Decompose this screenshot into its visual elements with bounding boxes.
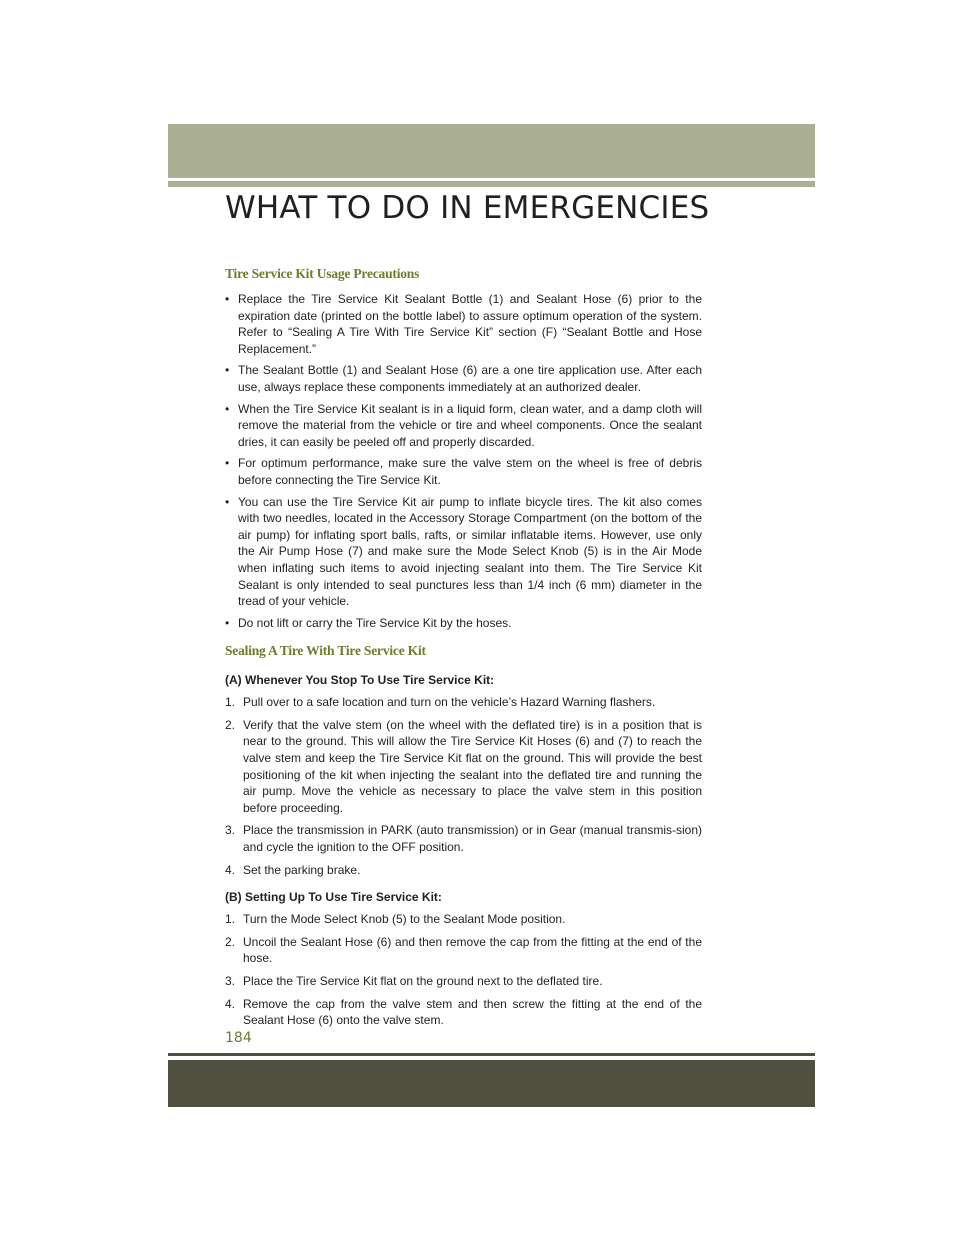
header-band bbox=[168, 124, 815, 178]
steps-list-a bbox=[225, 694, 702, 878]
list-item: • Replace the Tire Service Kit Sealant Bottle (1) and Sealant Hose (6) prior to the expiration date (printed on the bottle label) to assure optimum operation of the system. Refer to “Sealing A Tire With Tire Service Kit” section (F) “Sealant Bottle and Hose Replacement.” bbox=[225, 291, 702, 357]
step-text: Remove the cap from the valve stem and then screw the fitting at the end of the Sealant Hose (6) onto the valve stem. bbox=[243, 996, 702, 1028]
step-number: 2. bbox=[225, 934, 236, 949]
step-number: 2. bbox=[225, 717, 236, 732]
step-text: Verify that the valve stem (on the wheel with the deflated tire) is in a position that is near to the ground. This will allow the Tire Service Kit Hoses (6) and (7) to reach the valve stem and keep the Tire Service Kit flat on the ground. This will provide the best positioning of the kit when injecting the sealant into the deflated tire and running the air pump. Move the vehicle as necessary to place the valve stem in this position before proceeding. bbox=[243, 717, 702, 815]
list-item: • When the Tire Service Kit sealant is in a liquid form, clean water, and a damp cloth will remove the material from the vehicle or tire and wheel components. Once the sealant dries, it can easily be peeled off and properly discarded. bbox=[225, 401, 702, 451]
step-number: 4. bbox=[225, 996, 236, 1011]
list-item: • Do not lift or carry the Tire Service Kit by the hoses. bbox=[225, 615, 702, 632]
list-item bbox=[225, 973, 702, 990]
list-item bbox=[225, 822, 702, 855]
section-heading-precautions: Tire Service Kit Usage Precautions bbox=[225, 266, 420, 281]
step-number: 3. bbox=[225, 823, 236, 838]
step-text: Uncoil the Sealant Hose (6) and then remove the cap from the fitting at the end of the hose. bbox=[243, 934, 702, 966]
list-item bbox=[225, 996, 702, 1029]
step-text: Place the Tire Service Kit flat on the ground next to the deflated tire. bbox=[243, 974, 603, 988]
list-item bbox=[225, 934, 702, 967]
header-rule bbox=[168, 181, 815, 187]
step-text: Pull over to a safe location and turn on the vehicle’s Hazard Warning flashers. bbox=[243, 695, 656, 710]
step-text: Turn the Mode Select Knob (5) to the Sealant Mode position. bbox=[243, 912, 566, 927]
page-number: 184 bbox=[225, 1030, 252, 1046]
section-heading-sealing: Sealing A Tire With Tire Service Kit bbox=[225, 643, 426, 659]
list-item bbox=[225, 694, 702, 711]
subsection-heading-b: (B) Setting Up To Use Tire Service Kit: bbox=[225, 890, 442, 905]
step-text: Set the parking brake. bbox=[243, 862, 361, 877]
step-number: 1. bbox=[225, 912, 236, 927]
list-item: • The Sealant Bottle (1) and Sealant Hose (6) are a one tire application use. After each use, always replace these components immediately at an authorized dealer. bbox=[225, 362, 702, 395]
step-number: 1. bbox=[225, 695, 236, 710]
precautions-list bbox=[225, 291, 702, 631]
step-text: Place the transmission in PARK (auto transmission) or in Gear (manual transmis-sion) and cycle the ignition to the OFF position. bbox=[243, 823, 702, 855]
steps-list-b bbox=[225, 911, 702, 1029]
page-content bbox=[225, 266, 702, 1035]
step-number: 3. bbox=[225, 974, 236, 988]
list-item: • You can use the Tire Service Kit air pump to inflate bicycle tires. The kit also comes with two needles, located in the Accessory Storage Compartment (on the bottom of the air pump) for inflating sport balls, rafts, or similar inflatable items. However, use only the Air Pump Hose (7) and make sure the Mode Select Knob (5) is in the Air Mode when inflating such items to avoid injecting sealant into them. The Tire Service Kit Sealant is only intended to seal punctures less than 1/4 inch (6 mm) diameter in the tread of your vehicle. bbox=[225, 494, 702, 610]
list-item bbox=[225, 717, 702, 817]
footer-band bbox=[168, 1060, 815, 1107]
subsection-heading-a: (A) Whenever You Stop To Use Tire Service Kit: bbox=[225, 673, 495, 688]
list-item bbox=[225, 862, 702, 879]
list-item bbox=[225, 911, 702, 928]
footer-rule bbox=[168, 1053, 815, 1056]
step-number: 4. bbox=[225, 862, 236, 877]
list-item: • For optimum performance, make sure the valve stem on the wheel is free of debris before connecting the Tire Service Kit. bbox=[225, 455, 702, 488]
chapter-title: WHAT TO DO IN EMERGENCIES bbox=[225, 190, 710, 226]
